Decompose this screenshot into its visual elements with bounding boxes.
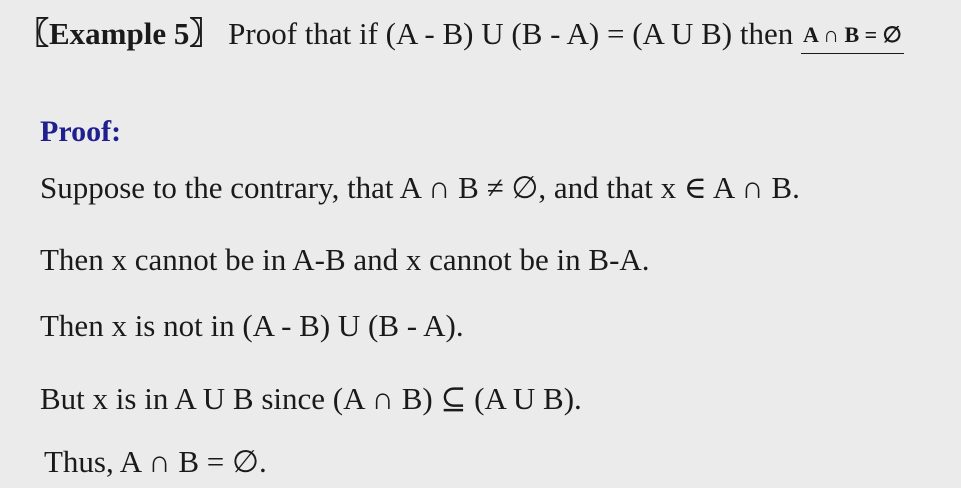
example-title [18,12,958,56]
proof-heading: Proof: [40,115,122,148]
example-label: 〖Example 5〗 [18,16,221,51]
proof-line-5: Thus, A ∩ B = ∅. [44,444,267,479]
proof-line-3: Then x is not in (A - B) U (B - A). [40,308,464,343]
proof-line-1: Suppose to the contrary, that A ∩ B ≠ ∅, and that x ∈ A ∩ B. [40,170,800,205]
proof-line-2: Then x cannot be in A-B and x cannot be in B-A. [40,242,650,277]
example-statement: Proof that if (A - B) U (B - A) = (A U B) then [220,16,801,51]
example-answer-blank: A ∩ B = ∅ [801,21,904,54]
proof-line-4: But x is in A U B since (A ∩ B) ⊆ (A U B). [40,381,582,416]
